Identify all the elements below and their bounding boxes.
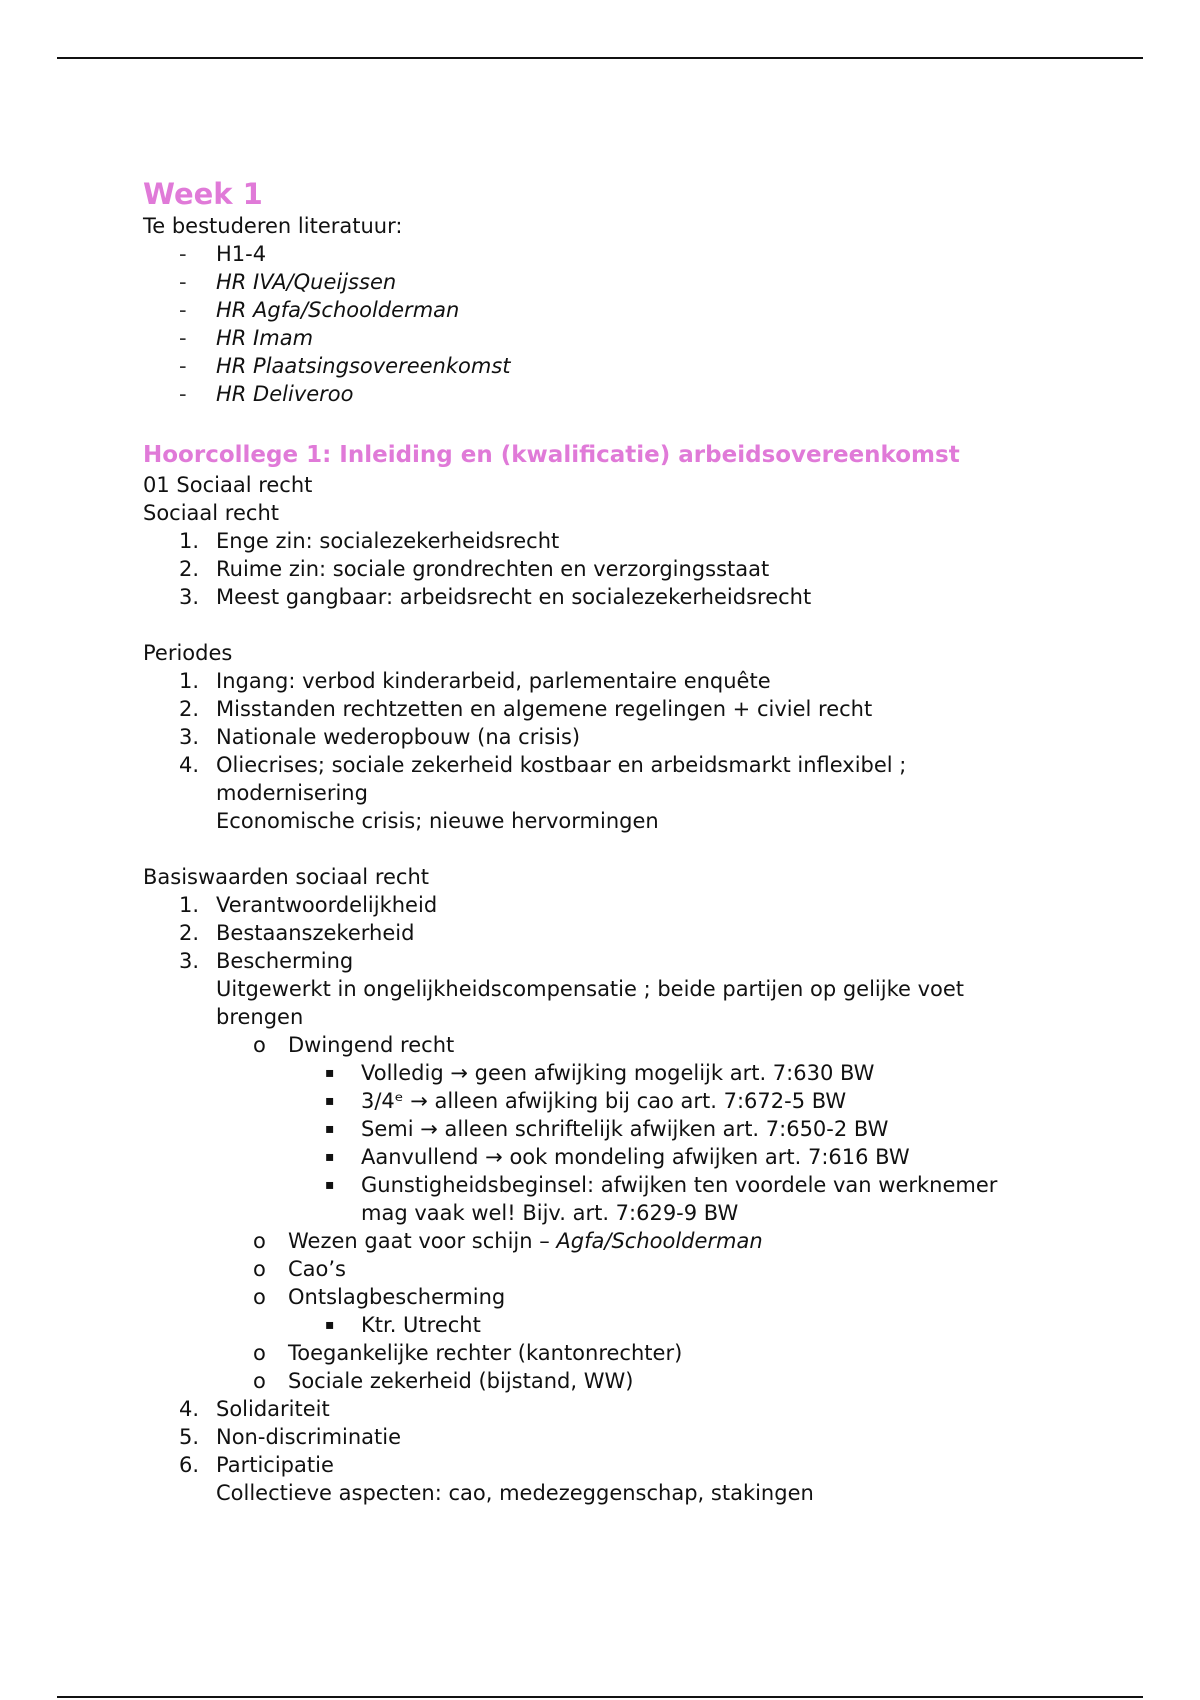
sociaal-recht-label: Sociaal recht bbox=[143, 501, 279, 525]
list-item: 3. Nationale wederopbouw (na crisis) bbox=[179, 725, 581, 749]
basiswaarden-label: Basiswaarden sociaal recht bbox=[143, 865, 430, 889]
section-heading: 01 Sociaal recht bbox=[143, 473, 313, 497]
document-body bbox=[143, 176, 1043, 1507]
list-item: 4. Solidariteit bbox=[179, 1397, 330, 1421]
literature-item-text: HR Plaatsingsovereenkomst bbox=[216, 354, 511, 378]
dash-bullet: - bbox=[179, 354, 187, 378]
sub-sub-item: ▪ Semi → alleen schriftelijk afwijken art. 7:650-2 BW bbox=[325, 1117, 889, 1141]
sub-sub-item: ▪ Gunstigheidsbeginsel: afwijken ten voordele van werknemer bbox=[325, 1173, 998, 1197]
list-item: 4. Oliecrises; sociale zekerheid kostbaar en arbeidsmarkt inflexibel ; bbox=[179, 753, 907, 777]
list-item-note: brengen bbox=[216, 1005, 304, 1029]
dash-bullet: - bbox=[179, 242, 187, 266]
sub-sub-item: ▪ Ktr. Utrecht bbox=[325, 1313, 481, 1337]
list-item: 1. Verantwoordelijkheid bbox=[179, 893, 438, 917]
footer-rule bbox=[57, 1696, 1143, 1698]
literature-item bbox=[143, 324, 1043, 352]
sub-item: o Cao’s bbox=[253, 1257, 346, 1281]
literature-list bbox=[143, 240, 1043, 408]
sub-item: o Toegankelijke rechter (kantonrechter) bbox=[253, 1341, 683, 1365]
literature-item bbox=[143, 352, 1043, 380]
list-item-note: Uitgewerkt in ongelijkheidscompensatie ; beide partijen op gelijke voet bbox=[216, 977, 965, 1001]
sub-sub-item: ▪ Aanvullend → ook mondeling afwijken art. 7:616 BW bbox=[325, 1145, 910, 1169]
list-item: 2. Ruime zin: sociale grondrechten en verzorgingsstaat bbox=[179, 557, 770, 581]
sub-item: o Sociale zekerheid (bijstand, WW) bbox=[253, 1369, 634, 1393]
literature-item-text: HR Deliveroo bbox=[216, 382, 354, 406]
literature-item bbox=[143, 240, 1043, 268]
list-item-note: Economische crisis; nieuwe hervormingen bbox=[216, 809, 659, 833]
list-item-note: Collectieve aspecten: cao, medezeggenschap, stakingen bbox=[216, 1481, 814, 1505]
list-item: 2. Bestaanszekerheid bbox=[179, 921, 415, 945]
literature-item bbox=[143, 296, 1043, 324]
sub-item: o Wezen gaat voor schijn – Agfa/Schoolderman bbox=[253, 1229, 763, 1253]
literature-item-text: HR Agfa/Schoolderman bbox=[216, 298, 460, 322]
week-title: Week 1 bbox=[143, 177, 263, 211]
literature-item-text: HR Imam bbox=[216, 326, 314, 350]
list-item: 6. Participatie bbox=[179, 1453, 334, 1477]
literature-item-text: HR IVA/Queijssen bbox=[216, 270, 397, 294]
sub-sub-item: ▪ Volledig → geen afwijking mogelijk art. 7:630 BW bbox=[325, 1061, 875, 1085]
sub-item: o Ontslagbescherming bbox=[253, 1285, 506, 1309]
header-rule bbox=[57, 57, 1143, 59]
sub-item: o Dwingend recht bbox=[253, 1033, 455, 1057]
list-item: 1. Ingang: verbod kinderarbeid, parlementaire enquête bbox=[179, 669, 771, 693]
literature-item bbox=[143, 380, 1043, 408]
list-item: 3. Bescherming bbox=[179, 949, 354, 973]
dash-bullet: - bbox=[179, 270, 187, 294]
periodes-label: Periodes bbox=[143, 641, 233, 665]
lecture-title: Hoorcollege 1: Inleiding en (kwalificatie) arbeidsovereenkomst bbox=[143, 442, 960, 468]
sub-sub-item: ▪ 3/4ᵉ → alleen afwijking bij cao art. 7:672-5 BW bbox=[325, 1089, 847, 1113]
literature-item-text: H1-4 bbox=[216, 242, 267, 266]
list-item-continued: modernisering bbox=[216, 781, 368, 805]
list-item: 1. Enge zin: socialezekerheidsrecht bbox=[179, 529, 560, 553]
list-item: 3. Meest gangbaar: arbeidsrecht en socialezekerheidsrecht bbox=[179, 585, 812, 609]
dash-bullet: - bbox=[179, 298, 187, 322]
list-item: 2. Misstanden rechtzetten en algemene regelingen + civiel recht bbox=[179, 697, 873, 721]
dash-bullet: - bbox=[179, 382, 187, 406]
dash-bullet: - bbox=[179, 326, 187, 350]
literature-item bbox=[143, 268, 1043, 296]
list-item: 5. Non-discriminatie bbox=[179, 1425, 402, 1449]
sub-sub-item-continued: mag vaak wel! Bijv. art. 7:629-9 BW bbox=[361, 1201, 739, 1225]
literature-label: Te bestuderen literatuur: bbox=[143, 214, 403, 238]
